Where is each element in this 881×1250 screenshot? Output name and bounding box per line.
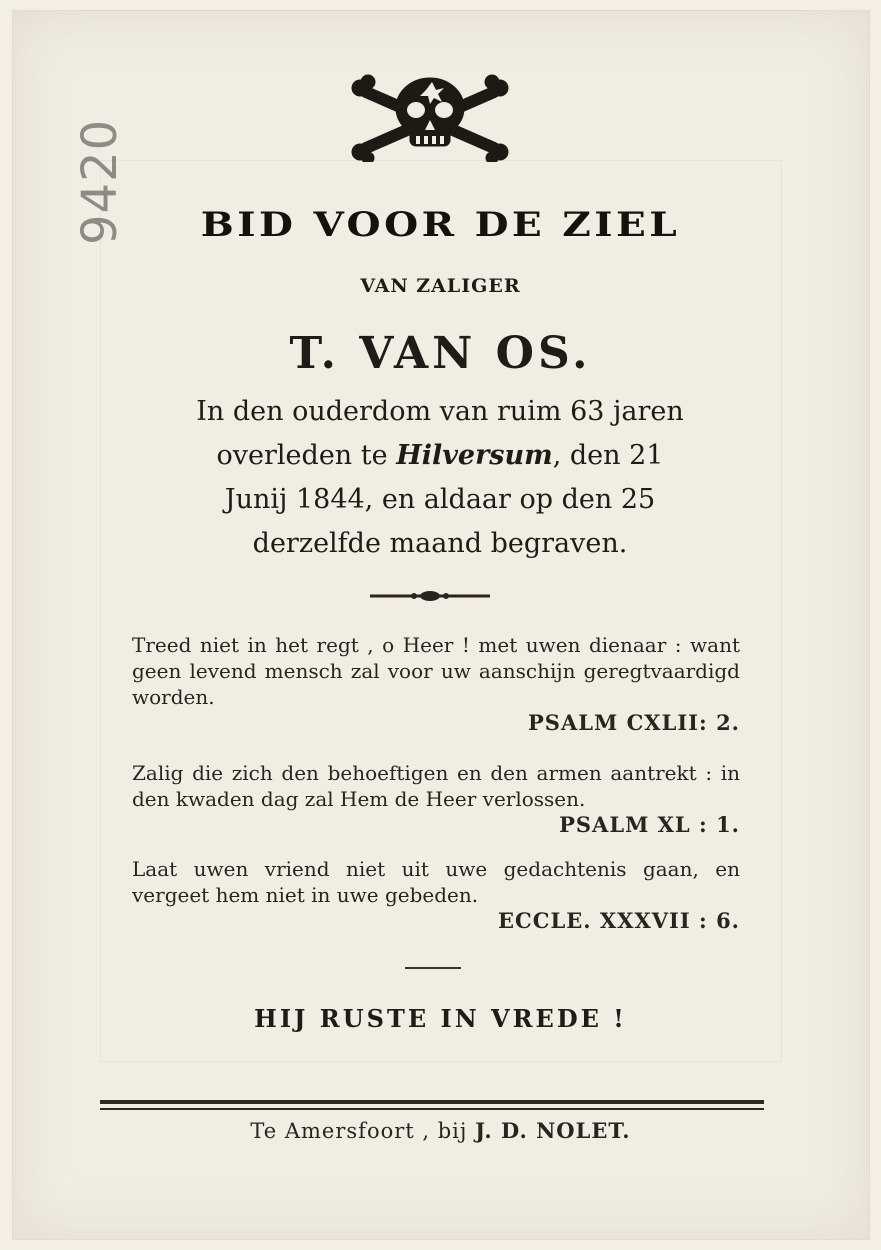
verse-1-text: Treed niet in het regt , o Heer ! met uwen dienaar : want geen levend mensch zal voor uw aanschijn geregtvaardigd worden. bbox=[132, 633, 740, 709]
short-divider bbox=[405, 967, 461, 969]
deceased-name: T. VAN OS. bbox=[289, 328, 592, 379]
place-name: Hilversum bbox=[396, 440, 553, 471]
printer-name: J. D. NOLET. bbox=[475, 1118, 631, 1143]
closing-line: HIJ RUSTE IN VREDE ! bbox=[254, 1004, 627, 1033]
skull-crossbones-icon bbox=[346, 72, 514, 162]
ornament-divider-icon bbox=[368, 588, 492, 604]
footer-rule-thick bbox=[100, 1100, 764, 1104]
heading-title: BID VOOR DE ZIEL bbox=[200, 205, 681, 245]
bio-line-1: In den ouderdom van ruim 63 jaren bbox=[196, 396, 684, 427]
verse-2 bbox=[132, 760, 740, 838]
heading-subtitle: VAN ZALIGER bbox=[360, 275, 521, 297]
printer-imprint bbox=[0, 1118, 881, 1143]
bio-line-4: derzelfde maand begraven. bbox=[252, 528, 628, 559]
pencil-inventory-number: 9420 bbox=[72, 118, 128, 245]
biography bbox=[150, 390, 730, 566]
verse-3-reference: ECCLE. XXXVII : 6. bbox=[498, 908, 740, 933]
verse-3 bbox=[132, 856, 740, 934]
printer-prefix: Te Amersfoort , bij bbox=[250, 1119, 476, 1143]
verse-1 bbox=[132, 632, 740, 736]
verse-2-reference: PSALM XL : 1. bbox=[559, 812, 740, 837]
footer-rule-thin bbox=[100, 1108, 764, 1110]
verse-3-text: Laat uwen vriend niet uit uwe gedachtenis gaan, en vergeet hem niet in uwe gebeden. bbox=[132, 857, 740, 907]
bio-line-3: Junij 1844, en aldaar op den 25 bbox=[224, 484, 656, 515]
bio-line-2: overleden te Hilversum, den 21 bbox=[216, 440, 664, 471]
verse-2-text: Zalig die zich den behoeftigen en den armen aantrekt : in den kwaden dag zal Hem de Heer verlossen. bbox=[132, 761, 740, 811]
verse-1-reference: PSALM CXLII: 2. bbox=[528, 710, 740, 735]
